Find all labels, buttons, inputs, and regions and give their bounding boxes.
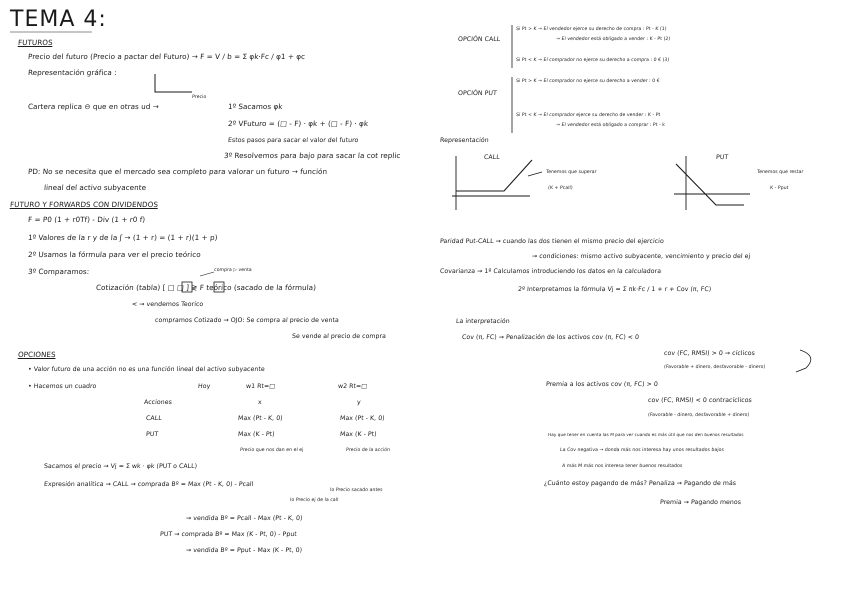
representacion-grafica: Representación gráfica : <box>27 68 118 77</box>
cotizacion-line: Cotización (tabla) [ □ □ ] ≷ F teórico (sacado de la fórmula) <box>95 283 317 292</box>
hay-que-note: Hay que tener en cuenta las M para ver cuando es más útil que nos den buenos resultados <box>547 432 744 437</box>
forward-formula: F = P0 (1 + r0Tf) - Div (1 + r0 f) <box>27 215 146 224</box>
paridad-line: Paridad Put-CALL → cuando las dos tienen el mismo precio del ejercicio <box>439 238 665 245</box>
futures-graph-axes <box>155 74 192 92</box>
condiciones-line: → condiciones: mismo activo subyacente, vencimiento y precio del ej <box>531 253 751 260</box>
compra-venta-label: compra ▷ venta <box>213 268 252 273</box>
step-valores: 1º Valores de la r y de la ʃ → (1 + r) = (1 + r)(1 + p) <box>27 233 218 242</box>
put-case-2b: → El vendedor está obligado a comprar : Pt - k <box>555 123 666 128</box>
precio-call-note: lo Precio ej de la call <box>289 498 339 503</box>
covarianza-line: Covarianza → 1º Calculamos introduciendo los datos en la calculadora <box>439 268 662 275</box>
contraciclicos-line: cov (FC, RMSI) < 0 contracíclicos <box>647 397 753 404</box>
put-vendida: → vendida Bº = Pput - Max (K - Pt, 0) <box>185 547 303 554</box>
put-chart-label: PUT <box>715 154 729 161</box>
call-payoff-line <box>456 160 532 191</box>
put-comprada: PUT → comprada Bº = Max (K - Pt, 0) - Pput <box>159 531 297 538</box>
opciones-heading: OPCIONES <box>17 350 56 359</box>
table-cell: Acciones <box>143 399 173 406</box>
expresion-analitica: Expresión analítica → CALL → comprada Bº = Max (Pt - K, 0) - Pcall <box>43 481 254 488</box>
precio-que-nos-dan: Precio que nos dan en el ej <box>239 448 304 453</box>
k-pcall: (K + Pcall) <box>547 186 573 191</box>
call-case-1: Si Pt > K → El vendedor ejerce su derecho de compra : Pt - K (1) <box>515 27 667 32</box>
table-header-w1: w1 Rt=□ <box>245 383 276 390</box>
table-header-hoy: Hoy <box>197 383 211 390</box>
precio-de-la-accion: Precio de la acción <box>345 448 391 453</box>
step-formula: 2º Usamos la fórmula para ver el precio teórico <box>27 250 202 259</box>
call-chart-label: CALL <box>483 154 500 161</box>
vendemos-line: < → vendemos Teorico <box>131 301 204 308</box>
sacamos-precio: Sacamos el precio → Vj = Σ wk · φk (PUT o CALL) <box>43 463 198 470</box>
compramos-line: compramos Cotizado → OJO: Se compra al precio de venta <box>154 317 340 324</box>
k-pput: K - Pput <box>769 186 789 191</box>
put-case-2: Si Pt < K → El comprador ejerce su derecho de vender : K - Pt <box>515 113 661 118</box>
a-mas-note: A más M más nos interesa tener buenos resultados <box>561 464 683 469</box>
interpretacion-label: La interpretación <box>455 318 510 325</box>
pd-note: PD: No se necesita que el mercado sea completo para valorar un futuro → función <box>27 167 328 176</box>
page-title: TEMA 4: <box>10 7 107 32</box>
premia-line: Premia a los activos cov (π, FC) > 0 <box>545 381 659 388</box>
estos-pasos-note: Estos pasos para sacar el valor del futuro <box>227 137 359 144</box>
tenemos-superar: Tenemos que superar <box>545 170 597 175</box>
table-cell: Max (Pt - K, 0) <box>339 415 385 422</box>
forwards-heading: FUTURO Y FORWARDS CON DIVIDENDOS <box>9 200 159 209</box>
cov-penalizacion: Cov (π, FC) → Penalización de los activos cov (π, FC) < 0 <box>461 334 640 341</box>
precio-futuro-line: Precio del futuro (Precio a pactar del Futuro) → F = V / b = Σ φk·Fc / φ1 + φc <box>27 52 306 61</box>
cov-negativa-note: La Cov negativa → donda más nos interesa hay unos resultados bajos <box>559 448 725 453</box>
call-graph-axes <box>452 156 530 210</box>
paso-2: 2º VFuturo = (□ - F) · φk + (□ - F) · φk <box>227 119 369 128</box>
valor-futuro-note: • Valor futuro de una acción no es una función lineal del activo subyacente <box>27 366 265 373</box>
ciclicos-line: cov (FC, RMSI) > 0 → cíclicos <box>663 350 756 357</box>
call-case-1b: → El vendedor está obligado a vender : K - Pt (2) <box>555 37 671 42</box>
precio-axis-label: Precio <box>191 95 207 100</box>
representacion-label: Representación <box>439 137 489 144</box>
favorable-2: (Favorable - dinero, desfavorable + dinero) <box>647 413 750 418</box>
precio-sacado-note: lo Precio sacado antes <box>329 488 383 493</box>
premia-pagando: Premia → Pagando menos <box>659 499 742 506</box>
cartera-replica: Cartera replica ⊖ que en otras ud → <box>27 102 160 111</box>
cotizacion-box <box>182 282 192 292</box>
paso-3: 3º Resolvemos para bajo para sacar la cot replic <box>223 151 401 160</box>
interpretamos-line: 2º Interpretamos la fórmula Vj = Σ πk·Fc / 1 + r + Cov (π, FC) <box>517 286 712 293</box>
cuanto-line: ¿Cuánto estoy pagando de más? Penaliza → Pagando de más <box>543 480 737 487</box>
ciclicos-arrow <box>796 350 811 372</box>
table-cell: x <box>257 399 262 406</box>
table-cell: Max (K - Pt) <box>237 431 275 438</box>
futuros-heading: FUTUROS <box>17 38 53 47</box>
opcion-put-label: OPCIÓN PUT <box>457 90 498 97</box>
table-cell: y <box>356 399 361 406</box>
table-cell: PUT <box>145 431 159 438</box>
paso-1: 1º Sacamos φk <box>227 102 283 111</box>
tenemos-restar: Tenemos que restar <box>756 170 804 175</box>
se-vende-line: Se vende al precio de compra <box>291 333 387 340</box>
put-graph-axes <box>674 156 750 210</box>
call-vendida: → vendida Bº = Pcall - Max (Pt - K, 0) <box>185 515 303 522</box>
opcion-call-label: OPCIÓN CALL <box>457 36 501 43</box>
cuadro-note: • Hacemos un cuadro <box>27 383 97 390</box>
table-cell: Max (Pt - K, 0) <box>237 415 283 422</box>
step-comparamos: 3º Comparamos: <box>27 267 90 276</box>
cotizacion-box <box>214 282 224 292</box>
table-cell: Max (K - Pt) <box>339 431 377 438</box>
call-case-2: Si Pt < K → El comprador no ejerce su derecho a compra : 0 € (3) <box>515 58 670 63</box>
call-pointer-arrow <box>528 172 542 176</box>
table-header-w2: w2 Rt=□ <box>337 383 368 390</box>
favorable-1: (Favorable + dinero, desfavorable - dinero) <box>663 365 766 370</box>
compra-arrow <box>200 272 214 276</box>
put-case-1: Si Pt > K → El comprador no ejerce su derecho a vender : 0 € <box>515 79 660 84</box>
table-cell: CALL <box>145 415 162 422</box>
lineal-note: lineal del activo subyacente <box>43 183 147 192</box>
